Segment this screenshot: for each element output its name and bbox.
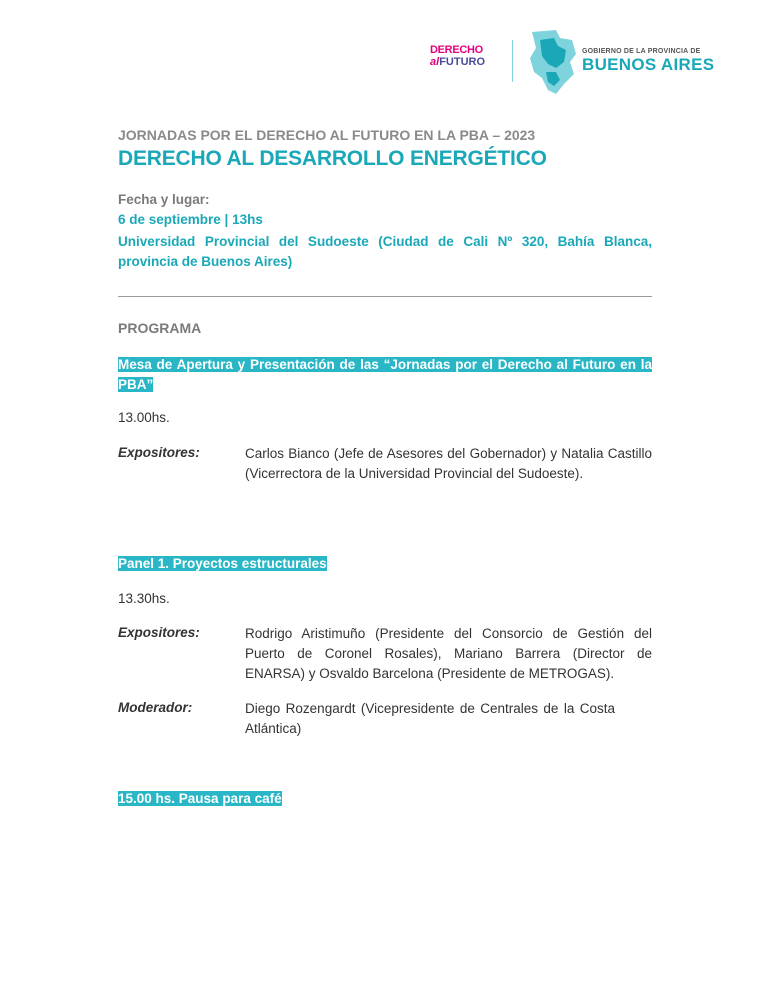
document-title: DERECHO AL DESARROLLO ENERGÉTICO (118, 147, 547, 170)
panel1-expositores-text: Rodrigo Aristimuño (Presidente del Consorcio de Gestión del Puerto de Coronel Rosales), Mariano Barrera (Director de ENARSA) y Osvaldo Barcelona (Presidente de METROGAS). (245, 626, 652, 681)
section-divider (118, 296, 652, 297)
province-map-icon (526, 28, 578, 96)
panel1-expositores-label: Expositores: (118, 625, 200, 640)
session-pausa-title (118, 789, 282, 809)
logo-derecho-text: DERECHO (430, 44, 483, 56)
logo-futuro-text (430, 56, 500, 68)
header-logos (430, 28, 720, 100)
session-panel1-title-text: Panel 1. Proyectos estructurales (118, 556, 327, 571)
derecho-al-futuro-logo (430, 44, 500, 68)
session-apertura-title-text: Mesa de Apertura y Presentación de las “Jornadas por el Derecho al Futuro en la PBA” (118, 357, 652, 392)
logo-divider (512, 40, 513, 82)
fecha-label: Fecha y lugar: (118, 192, 210, 207)
panel1-moderador-label: Moderador: (118, 700, 193, 715)
session-apertura-time: 13.00hs. (118, 410, 170, 425)
logo-al-text: al (430, 56, 440, 68)
session-apertura-title (118, 355, 652, 395)
gobierno-line1: GOBIERNO DE LA PROVINCIA DE (582, 48, 701, 55)
gobierno-pba-logo (582, 48, 714, 75)
lugar-value: Universidad Provincial del Sudoeste (Ciudad de Cali Nº 320, Bahía Blanca, provincia de Buenos Aires) (118, 234, 652, 269)
session-panel1-title (118, 554, 327, 574)
document-supertitle: JORNADAS POR EL DERECHO AL FUTURO EN LA PBA – 2023 (118, 127, 536, 143)
fecha-value: 6 de septiembre | 13hs (118, 212, 263, 227)
panel1-moderador-text: Diego Rozengardt (Vicepresidente de Centrales de la Costa Atlántica) (245, 701, 615, 736)
programa-heading: PROGRAMA (118, 320, 202, 336)
gobierno-line2: BUENOS AIRES (582, 55, 715, 74)
session-panel1-time: 13.30hs. (118, 591, 170, 606)
logo-futuro-word: FUTURO (439, 56, 486, 68)
session-pausa-title-text: 15.00 hs. Pausa para café (118, 791, 282, 806)
apertura-expositores-label: Expositores: (118, 445, 200, 460)
apertura-expositores-text: Carlos Bianco (Jefe de Asesores del Gobernador) y Natalia Castillo (Vicerrectora de la Universidad Provincial del Sudoeste). (245, 446, 652, 481)
